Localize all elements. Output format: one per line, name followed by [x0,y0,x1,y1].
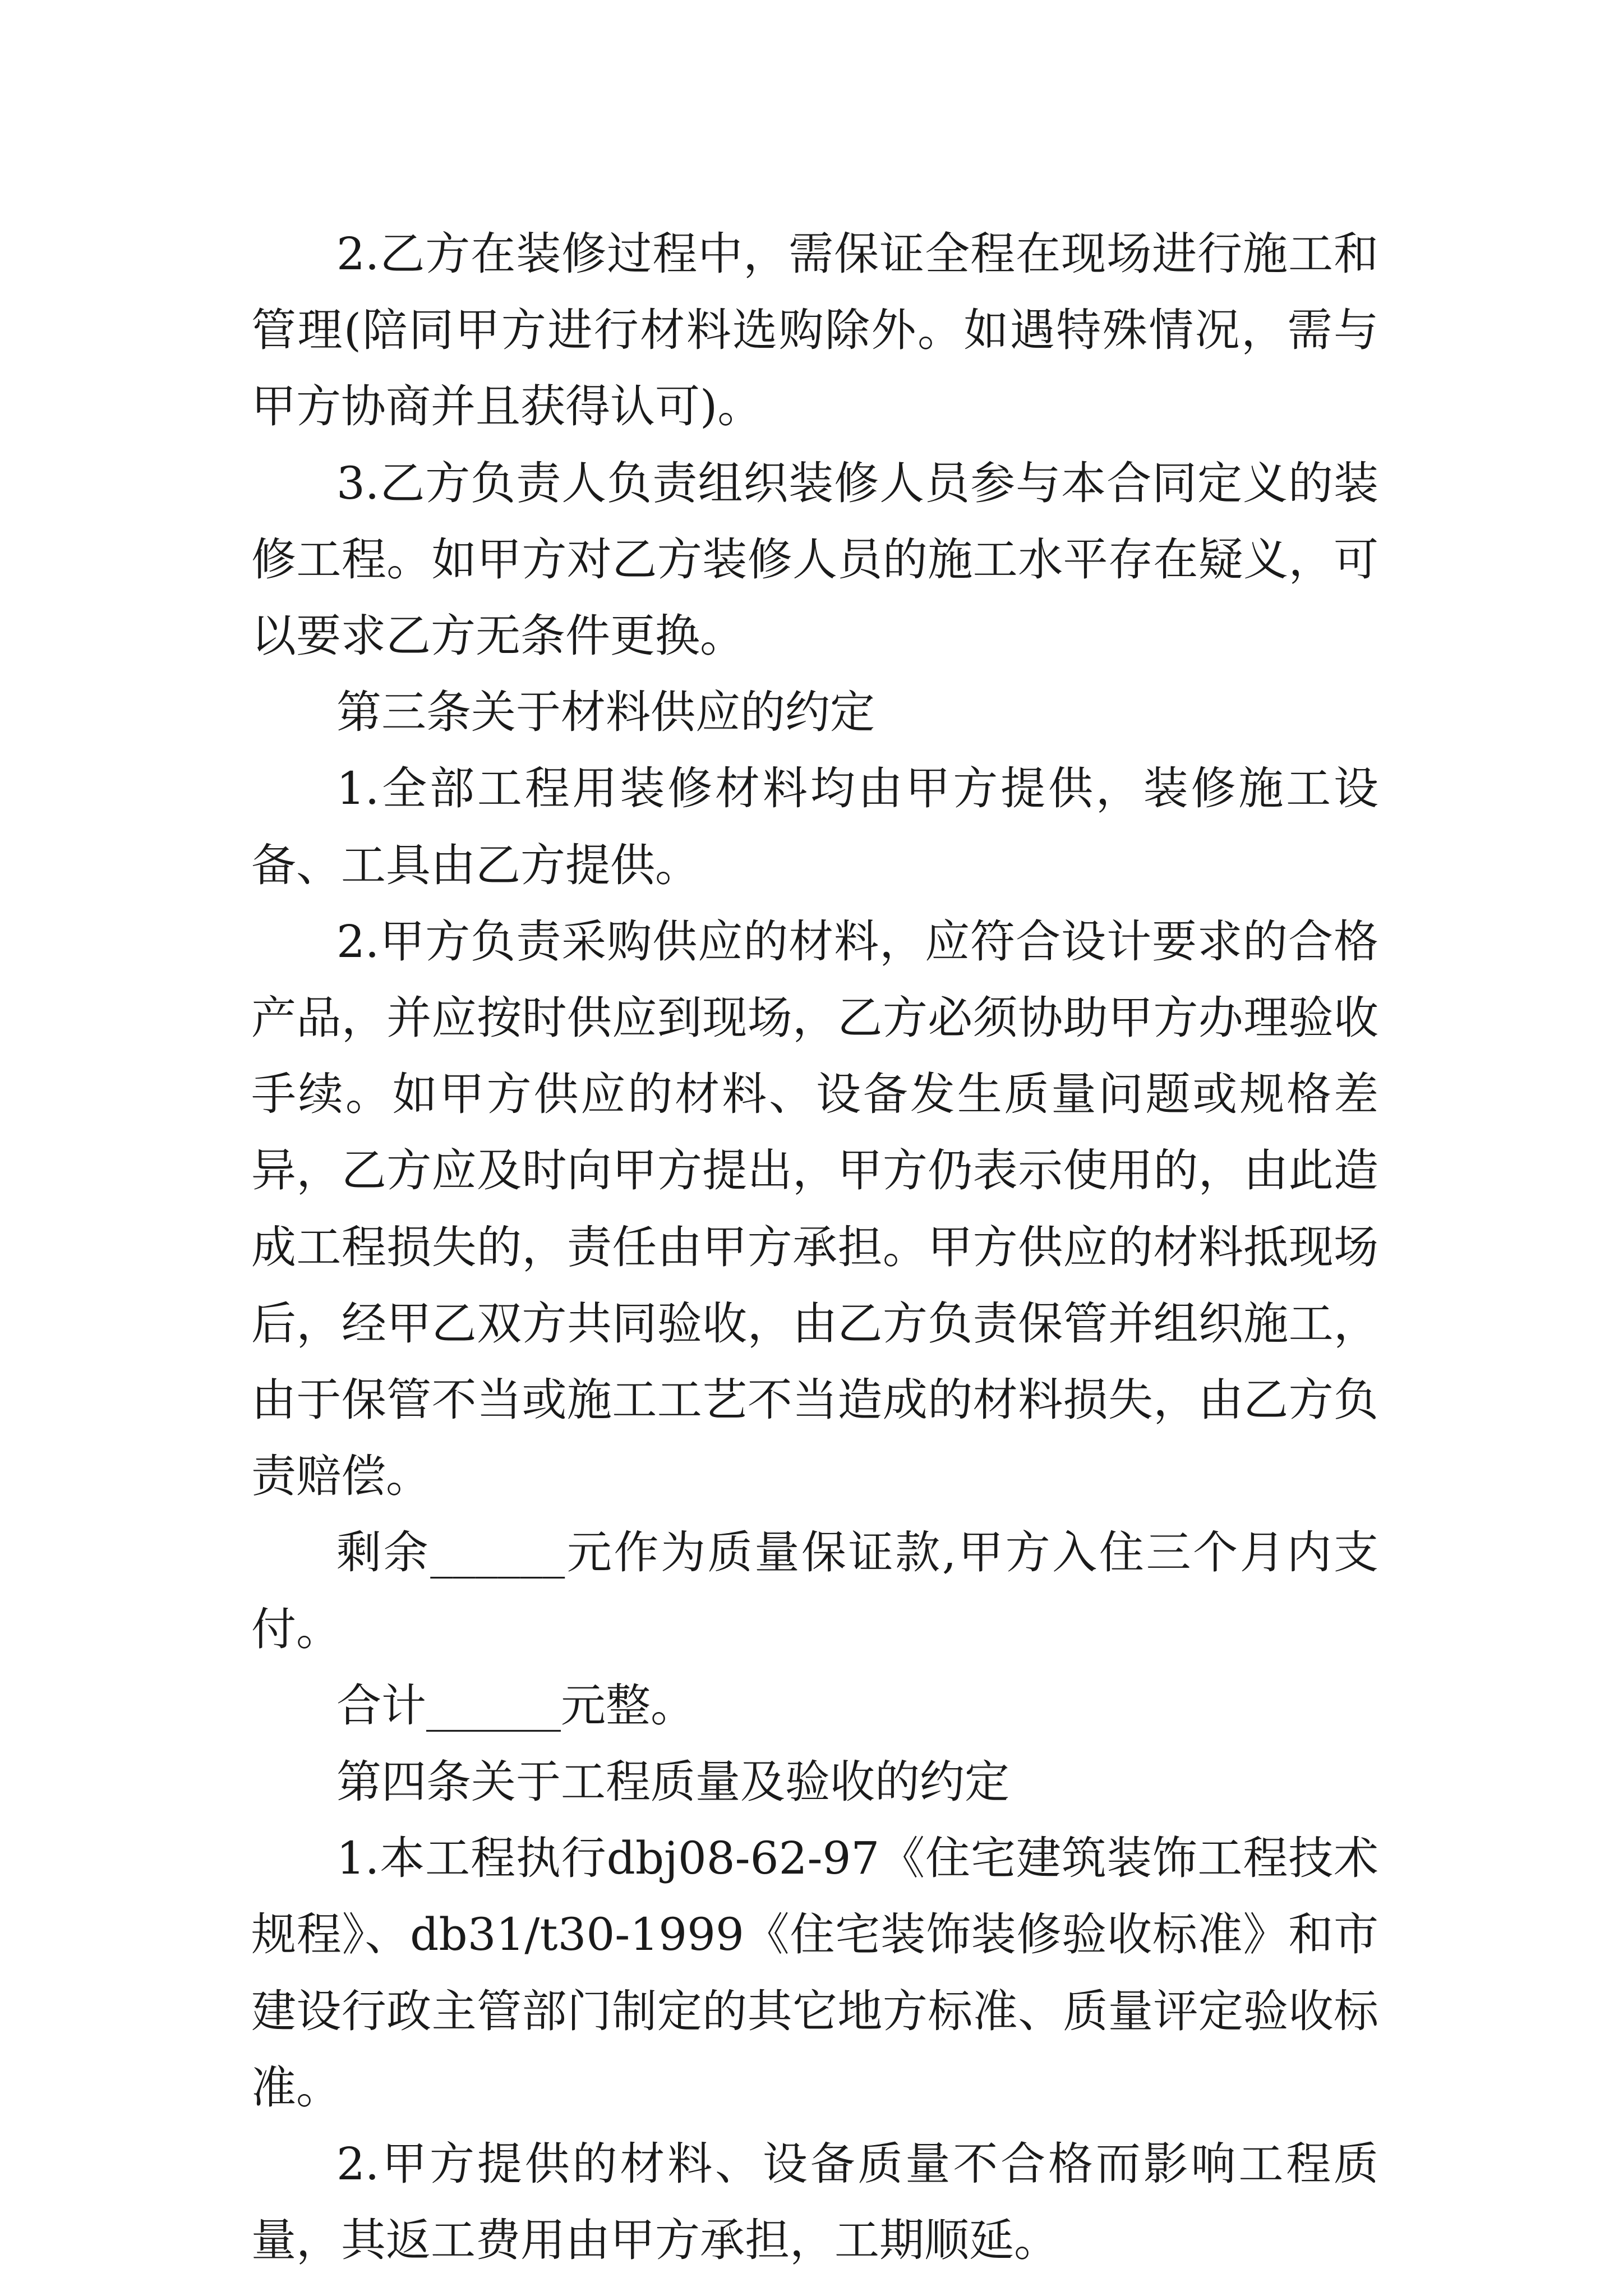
paragraph-quality-standards: 1.本工程执行dbj08-62-97《住宅建筑装饰工程技术规程》、db31/t30-1999《住宅装饰装修验收标准》和市建设行政主管部门制定的其它地方标准、质量评定验收标准。 [251,1832,1378,2114]
paragraph-3-staff: 3.乙方负责人负责组织装修人员参与本合同定义的装修工程。如甲方对乙方装修人员的施工水平存在疑义，可以要求乙方无条件更换。 [251,457,1378,662]
document-body [251,216,1378,2279]
section-heading-article-4: 第四条关于工程质量及验收的约定 [336,1756,1009,1809]
paragraph-2-on-site: 2.乙方在装修过程中，需保证全程在现场进行施工和管理(陪同甲方进行材料选购除外。如遇特殊情况，需与甲方协商并且获得认可)。 [251,228,1378,433]
paragraph-total-amount: 合计______元整。 [336,1679,695,1732]
paragraph-materials-supply: 1.全部工程用装修材料均由甲方提供，装修施工设备、工具由乙方提供。 [251,762,1378,891]
paragraph-materials-purchase: 2.甲方负责采购供应的材料，应符合设计要求的合格产品，并应按时供应到现场，乙方必须协助甲方办理验收手续。如甲方供应的材料、设备发生质量问题或规格差异，乙方应及时向甲方提出，甲方仍表示使用的，由此造成工程损失的，责任由甲方承担。甲方供应的材料抵现场后，经甲乙双方共同验收，由乙方负责保管并组织施工，由于保管不当或施工工艺不当造成的材料损失，由乙方负责赔偿。 [251,915,1378,1503]
paragraph-remaining-amount: 剩余______元作为质量保证款,甲方入住三个月内支付。 [251,1526,1378,1655]
paragraph-defective-materials: 2.甲方提供的材料、设备质量不合格而影响工程质量，其返工费用由甲方承担，工期顺延。 [251,2138,1378,2267]
section-heading-article-3: 第三条关于材料供应的约定 [336,686,875,739]
